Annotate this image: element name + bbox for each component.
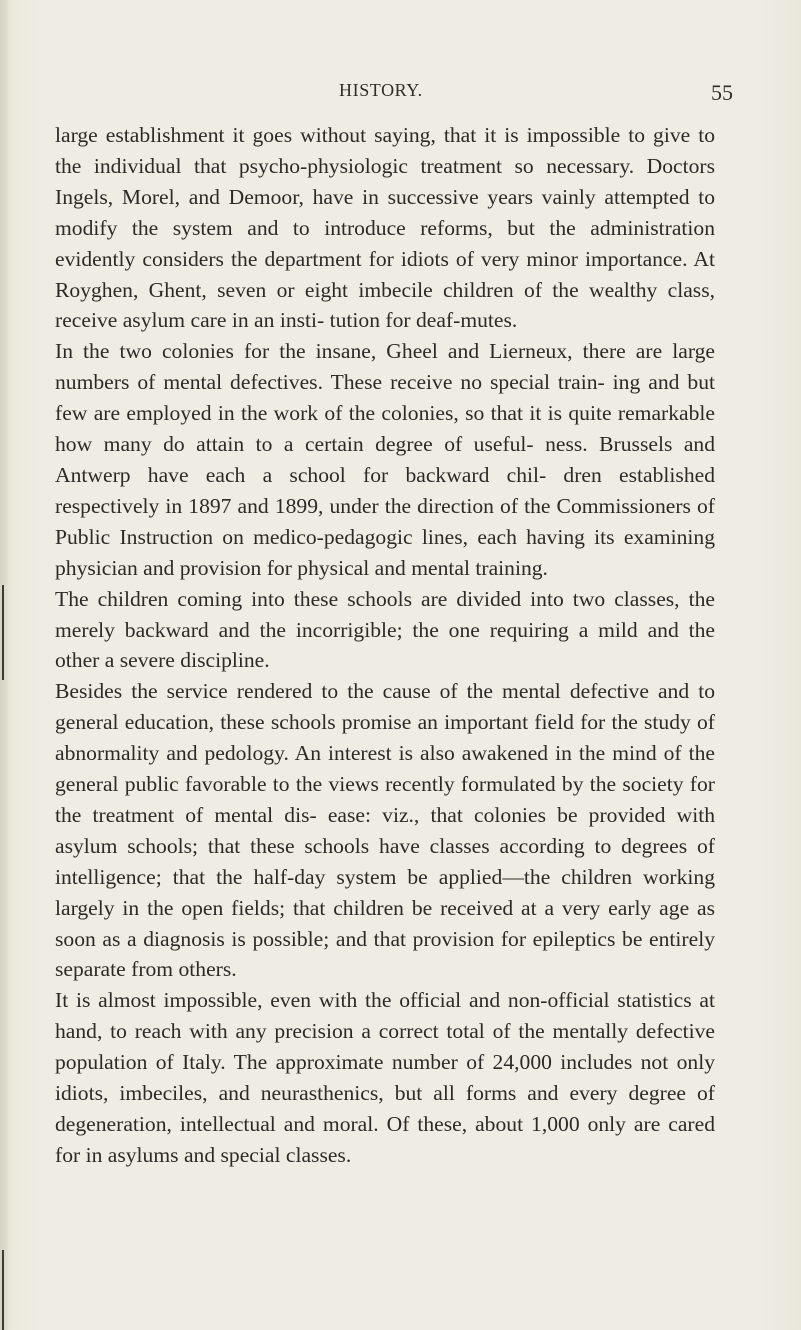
binding-edge-mark	[2, 1250, 4, 1330]
page-header	[0, 78, 801, 108]
body-text	[55, 120, 715, 1171]
paragraph: In the two colonies for the insane, Gheel and Lierneux, there are large numbers of mental defectives. These receive no special train- ing and but few are employed in the work of the colonies, so that it is quite remarkable how many do attain to a certain degree of useful- ness. Brussels and Antwerp have each a school for backward chil- dren established respectively in 1897 and 1899, under the direction of the Commissioners of Public Instruction on medico-pedagogic lines, each having its examining physician and provision for physical and mental training.	[55, 339, 715, 580]
paragraph: The children coming into these schools are divided into two classes, the merely backward and the incorrigible; the one requiring a mild and the other a severe discipline.	[55, 586, 715, 673]
paragraph: It is almost impossible, even with the official and non-official statistics at hand, to reach with any precision a correct total of the mentally defective population of Italy. The approximate number of 24,000 includes not only idiots, imbeciles, and neurasthenics, but all forms and every degree of degeneration, intellectual and moral. Of these, about 1,000 only are cared for in asylums and special classes.	[55, 988, 715, 1167]
running-head: HISTORY.	[339, 80, 423, 100]
paragraph: large establishment it goes without saying, that it is impossible to give to the individual that psycho-physiologic treatment so necessary. Doctors Ingels, Morel, and Demoor, have in successive years vainly attempted to modify the system and to introduce reforms, but the administration evidently considers the department for idiots of very minor importance. At Royghen, Ghent, seven or eight imbecile children of the wealthy class, receive asylum care in an insti- tution for deaf-mutes.	[55, 123, 715, 333]
binding-edge-mark	[2, 585, 4, 680]
page-number: 55	[711, 80, 733, 105]
paragraph: Besides the service rendered to the cause of the mental defective and to general education, these schools promise an important field for the study of abnormality and pedology. An interest is also awakened in the mind of the general public favorable to the views recently formulated by the society for the treatment of mental dis- ease: viz., that colonies be provided with asylum schools; that these schools have classes according to degrees of intelligence; that the half-day system be applied—the children working largely in the open fields; that children be received at a very early age as soon as a diagnosis is possible; and that provision for epileptics be entirely separate from others.	[55, 679, 715, 982]
